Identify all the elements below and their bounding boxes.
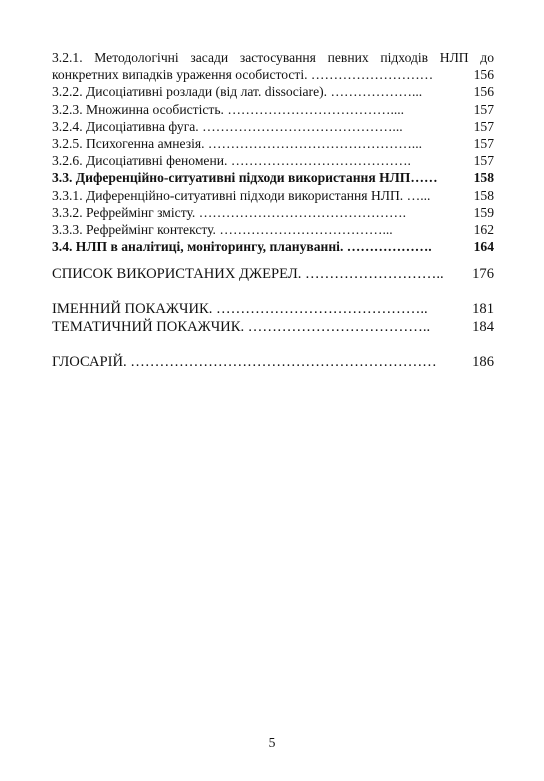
toc-entry-title: 3.3.1. Диференційно-ситуативні підходи використання НЛП. …... [52, 187, 431, 203]
toc-entry-references [52, 265, 494, 283]
toc-entry-title: 3.2.3. Множинна особистість. ……………………………….... [52, 101, 405, 117]
toc-entry-page: 157 [473, 101, 494, 117]
toc-entry-page: 159 [473, 204, 494, 220]
toc-entry-title: 3.2.4. Дисоціативна фуга. ……………………………………... [52, 118, 403, 134]
toc-entry-title: 3.2.6. Дисоціативні феномени. …………………………………. [52, 153, 411, 169]
toc-entry-page: 156 [473, 67, 494, 83]
toc-entry-subject-index [52, 318, 494, 336]
toc-entry-title: 3.4. НЛП в аналітиці, моніторингу, плануванні. ………………. [52, 239, 432, 255]
toc-entry-page: 184 [472, 319, 494, 336]
toc-entry-title: 3.3. Диференційно-ситуативні підходи використання НЛП…… [52, 170, 438, 186]
toc-entry-title: конкретних випадків ураження особистості. ……………………… [52, 67, 434, 83]
toc-entry-glossary [52, 353, 494, 371]
toc-entry [52, 66, 494, 83]
toc-entry-title: ТЕМАТИЧНИЙ ПОКАЖЧИК. ……………………………….. [52, 319, 431, 336]
toc-entry-section [52, 238, 494, 255]
toc-entry [52, 83, 494, 100]
toc-entry-title: ГЛОСАРІЙ. ……………………………………………………… [52, 354, 437, 371]
toc-entry-page: 157 [473, 153, 494, 169]
toc-entry [52, 221, 494, 238]
toc-entry-title: 3.2.2. Дисоціативні розлади (від лат. dissociare). ………………... [52, 84, 423, 100]
toc-entry-page: 164 [473, 239, 494, 255]
toc-entry-title: СПИСОК ВИКОРИСТАНИХ ДЖЕРЕЛ. ……………………….. [52, 266, 444, 283]
toc-entry [52, 204, 494, 221]
toc-entry-title: 3.2.1. Методологічні засади застосування певних підходів НЛП до [52, 50, 494, 65]
toc-entry [52, 152, 494, 169]
toc-entry [52, 135, 494, 152]
toc-entry-name-index [52, 300, 494, 318]
toc-entry-section [52, 169, 494, 186]
toc-entry-title: 3.3.2. Рефреймінг змісту. ………………………………………. [52, 204, 406, 220]
toc-entry-title: 3.2.5. Психогенна амнезія. ………………………………………... [52, 136, 423, 152]
page-number: 5 [268, 735, 276, 750]
toc-entry [52, 49, 494, 66]
table-of-contents [52, 49, 494, 371]
toc-entry [52, 187, 494, 204]
toc-entry-page: 186 [472, 354, 494, 371]
toc-entry-page: 162 [473, 222, 494, 238]
toc-entry-page: 157 [473, 136, 494, 152]
toc-entry [52, 101, 494, 118]
toc-entry-page: 176 [472, 266, 494, 283]
toc-entry-page: 157 [473, 118, 494, 134]
toc-entry-page: 181 [472, 301, 494, 318]
toc-entry-title: 3.3.3. Рефреймінг контексту. ………………………………... [52, 222, 393, 238]
toc-entry [52, 118, 494, 135]
toc-entry-page: 158 [473, 170, 494, 186]
toc-entry-page: 156 [473, 84, 494, 100]
toc-entry-title: ІМЕННИЙ ПОКАЖЧИК. …………………………………….. [52, 301, 428, 318]
toc-entry-page: 158 [473, 187, 494, 203]
